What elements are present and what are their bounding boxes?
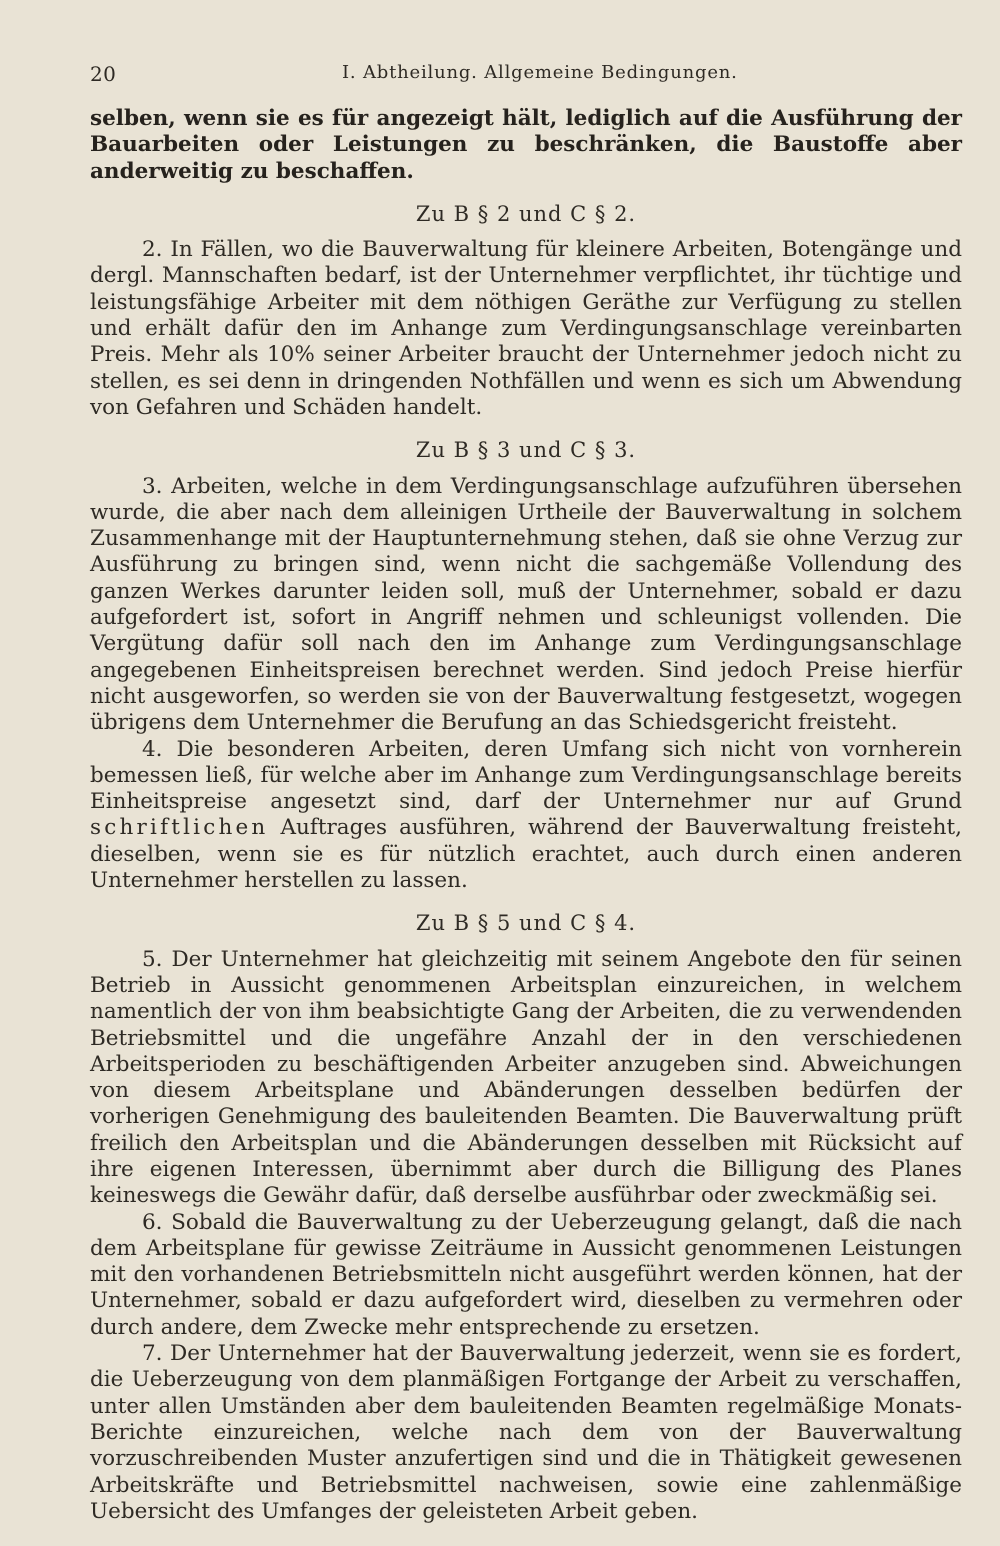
paragraph-4	[90, 737, 962, 895]
section-heading: Zu B § 5 und C § 4.	[415, 911, 637, 936]
body-text	[90, 106, 962, 1525]
section-heading: Zu B § 3 und C § 3.	[415, 438, 637, 463]
page-number: 20	[90, 62, 117, 86]
running-head	[90, 58, 960, 92]
paragraph-3: 3. Arbeiten, welche in dem Verdingungsanschlage aufzuführen übersehen wurde, die aber nach dem alleinigen Urtheile der Bauverwaltung in solchem Zusammenhange mit der Hauptunternehmung stehen, daß sie ohne Verzug zur Ausführung zu bringen sind, wenn nicht die sachgemäße Vollendung des ganzen Werkes darunter leiden soll, muß der Unternehmer, sobald er dazu aufgefordert ist, sofort in Angriff nehmen und schleunigst vollenden. Die Vergütung dafür soll nach den im Anhange zum Verdingungsanschlage angegebenen Einheitspreisen berechnet werden. Sind jedoch Preise hierfür nicht ausgeworfen, so werden sie von der Bauverwaltung festgesetzt, wogegen übrigens dem Unternehmer die Berufung an das Schiedsgericht freisteht.	[90, 473, 962, 736]
paragraph-5: 5. Der Unternehmer hat gleichzeitig mit seinem Angebote den für seinen Betrieb in Aussicht genommenen Arbeitsplan einzureichen, in welchem namentlich der von ihm beabsichtigte Gang der Arbeiten, die zu verwendenden Betriebsmittel und die ungefähre Anzahl der in den verschiedenen Arbeitsperioden zu beschäftigenden Arbeiter anzugeben sind. Abweichungen von diesem Arbeitsplane und Abänderungen desselben bedürfen der vorherigen Genehmigung des bauleitenden Beamten. Die Bauverwaltung prüft freilich den Arbeitsplan und die Abänderungen desselben mit Rücksicht auf ihre eigenen Interessen, übernimmt aber durch die Billigung des Planes keineswegs die Gewähr dafür, daß derselbe ausführbar oder zweckmäßig sei.	[90, 946, 962, 1209]
running-head-title: I. Abtheilung. Allgemeine Bedingungen.	[342, 62, 738, 83]
paragraph-4-text-after: Auftrages ausführen, während der Bauverwaltung freisteht, dieselben, wenn sie es für nützlich erachtet, auch durch einen anderen Unternehmer herstellen zu lassen.	[90, 815, 962, 894]
continuation-paragraph: selben, wenn sie es für angezeigt hält, lediglich auf die Ausführung der Bauarbeiten oder Leistungen zu beschränken, die Baustoffe aber anderweitig zu beschaffen.	[90, 106, 962, 184]
paragraph-6: 6. Sobald die Bauverwaltung zu der Ueberzeugung gelangt, daß die nach dem Arbeitsplane für gewisse Zeiträume in Aussicht genommenen Leistungen mit den vorhandenen Betriebsmitteln nicht ausgeführt werden können, hat der Unternehmer, sobald er dazu aufgefordert wird, dieselben zu vermehren oder durch andere, dem Zwecke mehr entsprechende zu ersetzen.	[90, 1209, 962, 1340]
paragraph-7: 7. Der Unternehmer hat der Bauverwaltung jederzeit, wenn sie es fordert, die Ueberzeugung von dem planmäßigen Fortgange der Arbeit zu verschaffen, unter allen Umständen aber dem bauleitenden Beamten regelmäßige Monats-Berichte einzureichen, welche nach dem von der Bauverwaltung vorzuschreibenden Muster anzufertigen sind und die in Thätigkeit gewesenen Arbeitskräfte und Betriebsmittel nachweisen, sowie eine zahlenmäßige Uebersicht des Umfanges der geleisteten Arbeit geben.	[90, 1341, 962, 1524]
emphasized-word: schriftlichen	[90, 815, 269, 841]
section-heading: Zu B § 2 und C § 2.	[415, 201, 637, 226]
paragraph-2: 2. In Fällen, wo die Bauverwaltung für kleinere Arbeiten, Botengänge und dergl. Mannschaften bedarf, ist der Unternehmer verpflichtet, ihr tüchtige und leistungsfähige Arbeiter mit dem nöthigen Geräthe zur Verfügung zu stellen und erhält dafür den im Anhange zum Verdingungsanschlage vereinbarten Preis. Mehr als 10% seiner Arbeiter braucht der Unternehmer jedoch nicht zu stellen, es sei denn in dringenden Nothfällen und wenn es sich um Abwendung von Gefahren und Schäden handelt.	[90, 237, 962, 420]
paragraph-4-text-before: 4. Die besonderen Arbeiten, deren Umfang sich nicht von vornherein bemessen ließ, für welche aber im Anhange zum Verdingungsanschlage bereits Einheitspreise angesetzt sind, darf der Unternehmer nur auf Grund	[90, 736, 962, 815]
